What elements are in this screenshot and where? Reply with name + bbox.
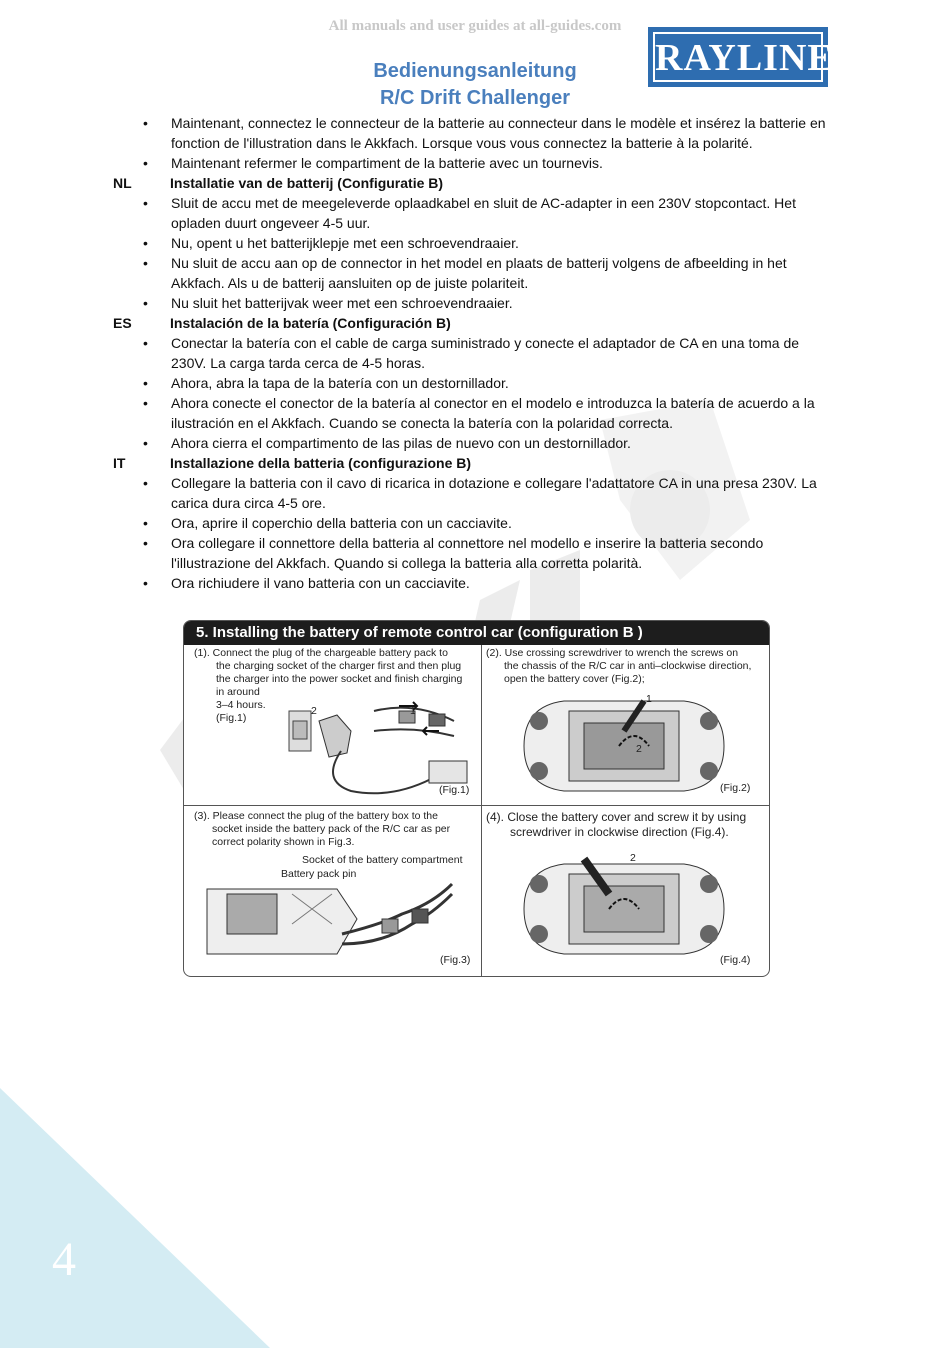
bullet-text: Sluit de accu met de meegeleverde oplaadkabel en sluit de AC-adapter in een 230V stopcontact. Het opladen duurt ongeveer 4-5 uur. (171, 195, 796, 231)
bullet-text: Nu, opent u het batterijklepje met een schroevendraaier. (171, 235, 519, 251)
list-item (0, 533, 950, 573)
bullet-icon: • (143, 235, 148, 251)
list-item (0, 253, 950, 293)
logo-text: RAYLINE (653, 32, 823, 82)
list-item (0, 393, 950, 433)
bullet-text: Ora, aprire il coperchio della batteria con un cacciavite. (171, 515, 512, 531)
figure-title: 5. Installing the battery of remote control car (configuration B ) (184, 621, 769, 645)
bullet-text: Maintenant refermer le compartiment de la batterie avec un tournevis. (171, 155, 603, 171)
step-4-line: screwdriver in clockwise direction (Fig.4). (510, 825, 729, 839)
step-1-line: the charging socket of the charger first and then plug (216, 660, 462, 672)
arrow-number: 2 (630, 852, 636, 864)
step-1-line: (Fig.1) (216, 712, 247, 724)
section-heading-nl (0, 173, 950, 193)
step-2-line: the chassis of the R/C car in anti–clockwise direction, (504, 660, 752, 672)
bullet-icon: • (143, 295, 148, 311)
bullet-text: Conectar la batería con el cable de carga suministrado y conecte el adaptador de CA en una toma de 230V. La carga tarda cerca de 4-5 horas. (171, 335, 800, 371)
bullet-icon: • (143, 435, 148, 451)
step-1-line: the charger into the power socket and finish charging (216, 673, 463, 685)
step-3-caption (194, 810, 450, 849)
figure-divider-horizontal (184, 805, 769, 806)
step-1-line: in around (216, 686, 260, 698)
bullet-text: Collegare la batteria con il cavo di ricarica in dotazione e collegare l'adattatore CA in una presa 230V. La carica dura circa 4-5 ore. (171, 475, 817, 511)
bullet-text: Ahora cierra el compartimento de las pilas de nuevo con un destornillador. (171, 435, 631, 451)
language-code: ES (113, 315, 132, 331)
header-line-2: R/C Drift Challenger (379, 87, 571, 109)
fig-2-label: (Fig.2) (720, 782, 751, 794)
bullet-icon: • (143, 575, 148, 591)
socket-label: Socket of the battery compartment (302, 854, 463, 866)
bullet-text: Maintenant, connectez le connecteur de la batterie au connecteur dans le modèle et insérez la batterie en fonction de l'illustration dans le Akkfach. Lorsque vous vous connectez la batterie à la polarité. (171, 115, 826, 151)
step-3-line: (3). Please connect the plug of the battery box to the (194, 810, 438, 822)
step-4-caption (486, 810, 746, 840)
step-3-line: correct polarity shown in Fig.3. (212, 836, 355, 848)
charger-illustration (279, 681, 474, 801)
page-number: 4 (52, 1233, 76, 1286)
rayline-logo (648, 27, 834, 87)
list-item (0, 333, 950, 373)
list-item (0, 113, 950, 153)
section-title: Installazione della batteria (configurazione B) (170, 455, 472, 471)
bullet-icon: • (143, 155, 148, 171)
step-4-line: (4). Close the battery cover and screw it by using (486, 810, 747, 824)
step-1-line: 3–4 hours. (216, 699, 266, 711)
bullet-text: Ahora, abra la tapa de la batería con un destornillador. (171, 375, 509, 391)
step-2-line: open the battery cover (Fig.2); (504, 673, 645, 685)
arrow-number: 2 (311, 705, 317, 717)
fig-4-label: (Fig.4) (720, 954, 751, 966)
section-title: Instalación de la batería (Configuración B) (170, 315, 451, 331)
arrow-number: 1 (646, 693, 652, 705)
step-3-line: socket inside the battery pack of the R/C car as per (212, 823, 451, 835)
language-code: IT (113, 455, 126, 471)
bullet-icon: • (143, 195, 148, 211)
list-item (0, 293, 950, 313)
bullet-icon: • (143, 475, 148, 491)
page-header (300, 58, 650, 112)
bullet-text: Ora collegare il connettore della batteria al connettore nel modello e inserire la batteria secondo l'illustrazione del Akkfach. Quando si collega la batteria alla corretta polarità. (171, 535, 764, 571)
bullet-icon: • (143, 395, 148, 411)
list-item (0, 433, 950, 453)
fig-3-label: (Fig.3) (440, 954, 471, 966)
car-cover-illustration (514, 849, 734, 959)
bullet-text: Ora richiudere il vano batteria con un cacciavite. (171, 575, 470, 591)
bullet-text: Nu sluit het batterijvak weer met een schroevendraaier. (171, 295, 513, 311)
bullet-icon: • (143, 335, 148, 351)
document-body (0, 113, 950, 593)
list-item (0, 373, 950, 393)
list-item (0, 513, 950, 533)
top-watermark: All manuals and user guides at all-guides.com (328, 18, 622, 34)
bullet-icon: • (143, 115, 148, 131)
battery-connection-illustration (202, 879, 474, 969)
language-code: NL (113, 175, 132, 191)
section-heading-es (0, 313, 950, 333)
section-title: Installatie van de batterij (Configuratie B) (170, 175, 444, 191)
list-item (0, 573, 950, 593)
list-item (0, 193, 950, 233)
battery-pin-label: Battery pack pin (281, 868, 357, 880)
bullet-text: Ahora conecte el conector de la batería al conector en el modelo e introduzca la batería de acuerdo a la ilustración en el Akkfach. Cuando se conecta la batería con la polaridad correcta. (171, 395, 815, 431)
header-line-1: Bedienungsanleitung (373, 60, 577, 82)
section-heading-it (0, 453, 950, 473)
corner-decoration (0, 1088, 270, 1348)
bullet-icon: • (143, 255, 148, 271)
step-2-line: (2). Use crossing screwdriver to wrench the screws on (486, 647, 739, 659)
arrow-number: 2 (636, 743, 642, 755)
list-item (0, 233, 950, 253)
bullet-icon: • (143, 375, 148, 391)
fig-1-label: (Fig.1) (439, 784, 470, 796)
list-item (0, 473, 950, 513)
step-2-caption (486, 647, 751, 686)
bullet-text: Nu sluit de accu aan op de connector in het model en plaats de batterij volgens de afbeelding in het Akkfach. Als u de batterij aansluiten op de juiste polariteit. (171, 255, 787, 291)
list-item (0, 153, 950, 173)
step-1-line: (1). Connect the plug of the chargeable battery pack to (194, 647, 448, 659)
battery-installation-figure (183, 620, 770, 977)
car-chassis-illustration (514, 691, 734, 801)
bullet-icon: • (143, 515, 148, 531)
bullet-icon: • (143, 535, 148, 551)
arrow-number: 1 (410, 705, 416, 717)
figure-divider-vertical (481, 645, 482, 976)
